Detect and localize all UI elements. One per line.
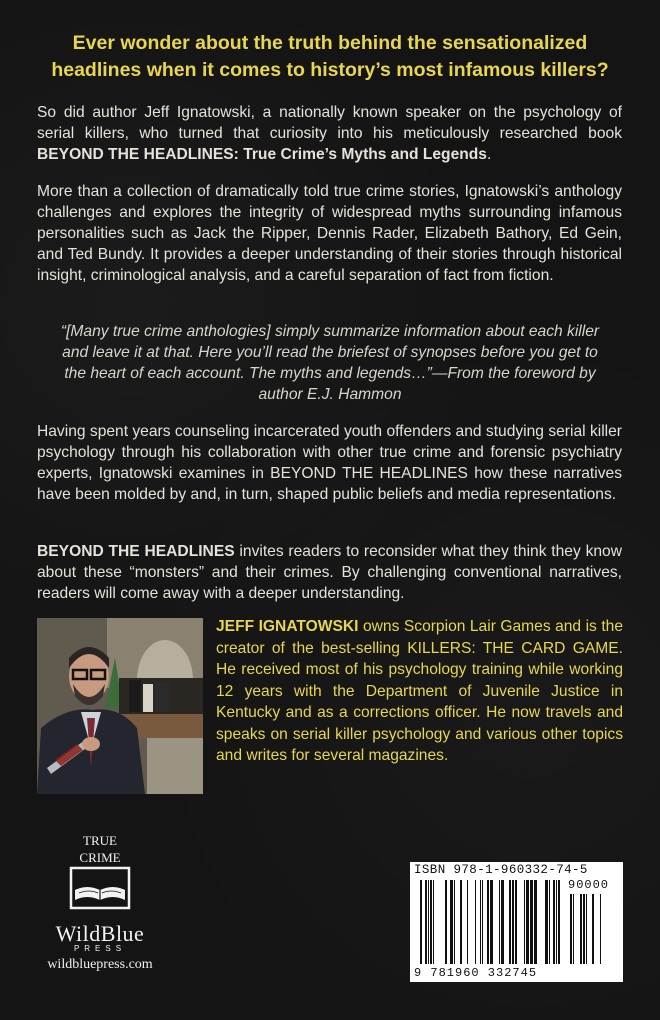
author-bio — [216, 616, 623, 767]
publisher-url: wildbluepress.com — [47, 957, 153, 972]
author-photo — [37, 618, 203, 794]
description-paragraph: More than a collection of dramatically told true crime stories, Ignatowski’s anthology challenges and explores the integrity of widespread myths surrounding infamous personalities such as Jack the Ripper, Dennis Rader, Elizabeth Bathory, Ed Gein, and Ted Bundy. It provides a deeper understanding of their stories through historical insight, criminological analysis, and a careful separation of fact from fiction. — [37, 183, 622, 284]
invitation-title: BEYOND THE HEADLINES — [37, 543, 235, 560]
author-background-paragraph: Having spent years counseling incarcerated youth offenders and studying serial killer psychology through his collaboration with other true crime and forensic psychiatry experts, Ignatowski examines in BEYOND THE HEADLINES how these narratives have been molded by and, in turn, shaped public beliefs and media representations. — [37, 423, 622, 503]
headline-hook — [40, 30, 620, 84]
publisher-press: PRESS — [73, 944, 127, 953]
open-book-icon — [65, 866, 135, 914]
hook-line-1: Ever wonder about the truth behind the sensationalized — [72, 32, 588, 54]
publisher-genre: TRUE CRIME — [79, 833, 121, 865]
foreword-quote: “[Many true crime anthologies] simply summarize information about each killer and leave it at that. Here you’ll read the briefest of synopses before you get to the heart of each account. The myths and legends…”—From the foreword by author E.J. Hammon — [60, 323, 600, 403]
isbn-number: ISBN 978-1-960332-74-5 — [414, 863, 588, 877]
invitation-paragraph — [37, 541, 622, 604]
publisher-name: WildBlue — [55, 921, 145, 946]
author-bio-text: owns Scorpion Lair Games and is the creator of the best-selling KILLERS: THE CARD GAME. He received most of his psychology training while working 12 years with the Department of Juvenile Justice in Kentucky and as a corrections officer. He now travels and speaks on serial killer psychology and various other topics and writes for several magazines. — [216, 618, 623, 764]
invitation-text: invites readers to reconsider what they think they know about these “monsters” and their crimes. By challenging conventional narratives, readers will come away with a deeper understanding. — [37, 543, 622, 602]
author-name: JEFF IGNATOWSKI — [216, 618, 359, 635]
intro-paragraph — [37, 102, 622, 165]
price-code: 90000 — [568, 878, 610, 892]
author-portrait-illustration — [37, 618, 203, 794]
isbn-barcode — [410, 862, 623, 982]
hook-line-2: headlines when it comes to history’s most infamous killers? — [51, 59, 609, 81]
barcode-number: 9 781960 332745 — [414, 966, 538, 980]
publisher-logo — [30, 832, 170, 973]
book-title: BEYOND THE HEADLINES: True Crime’s Myths and Legends — [37, 146, 487, 163]
intro-text: So did author Jeff Ignatowski, a nationally known speaker on the psychology of serial killers, who turned that curiosity into his meticulously researched book — [37, 104, 622, 142]
intro-end: . — [486, 146, 492, 163]
